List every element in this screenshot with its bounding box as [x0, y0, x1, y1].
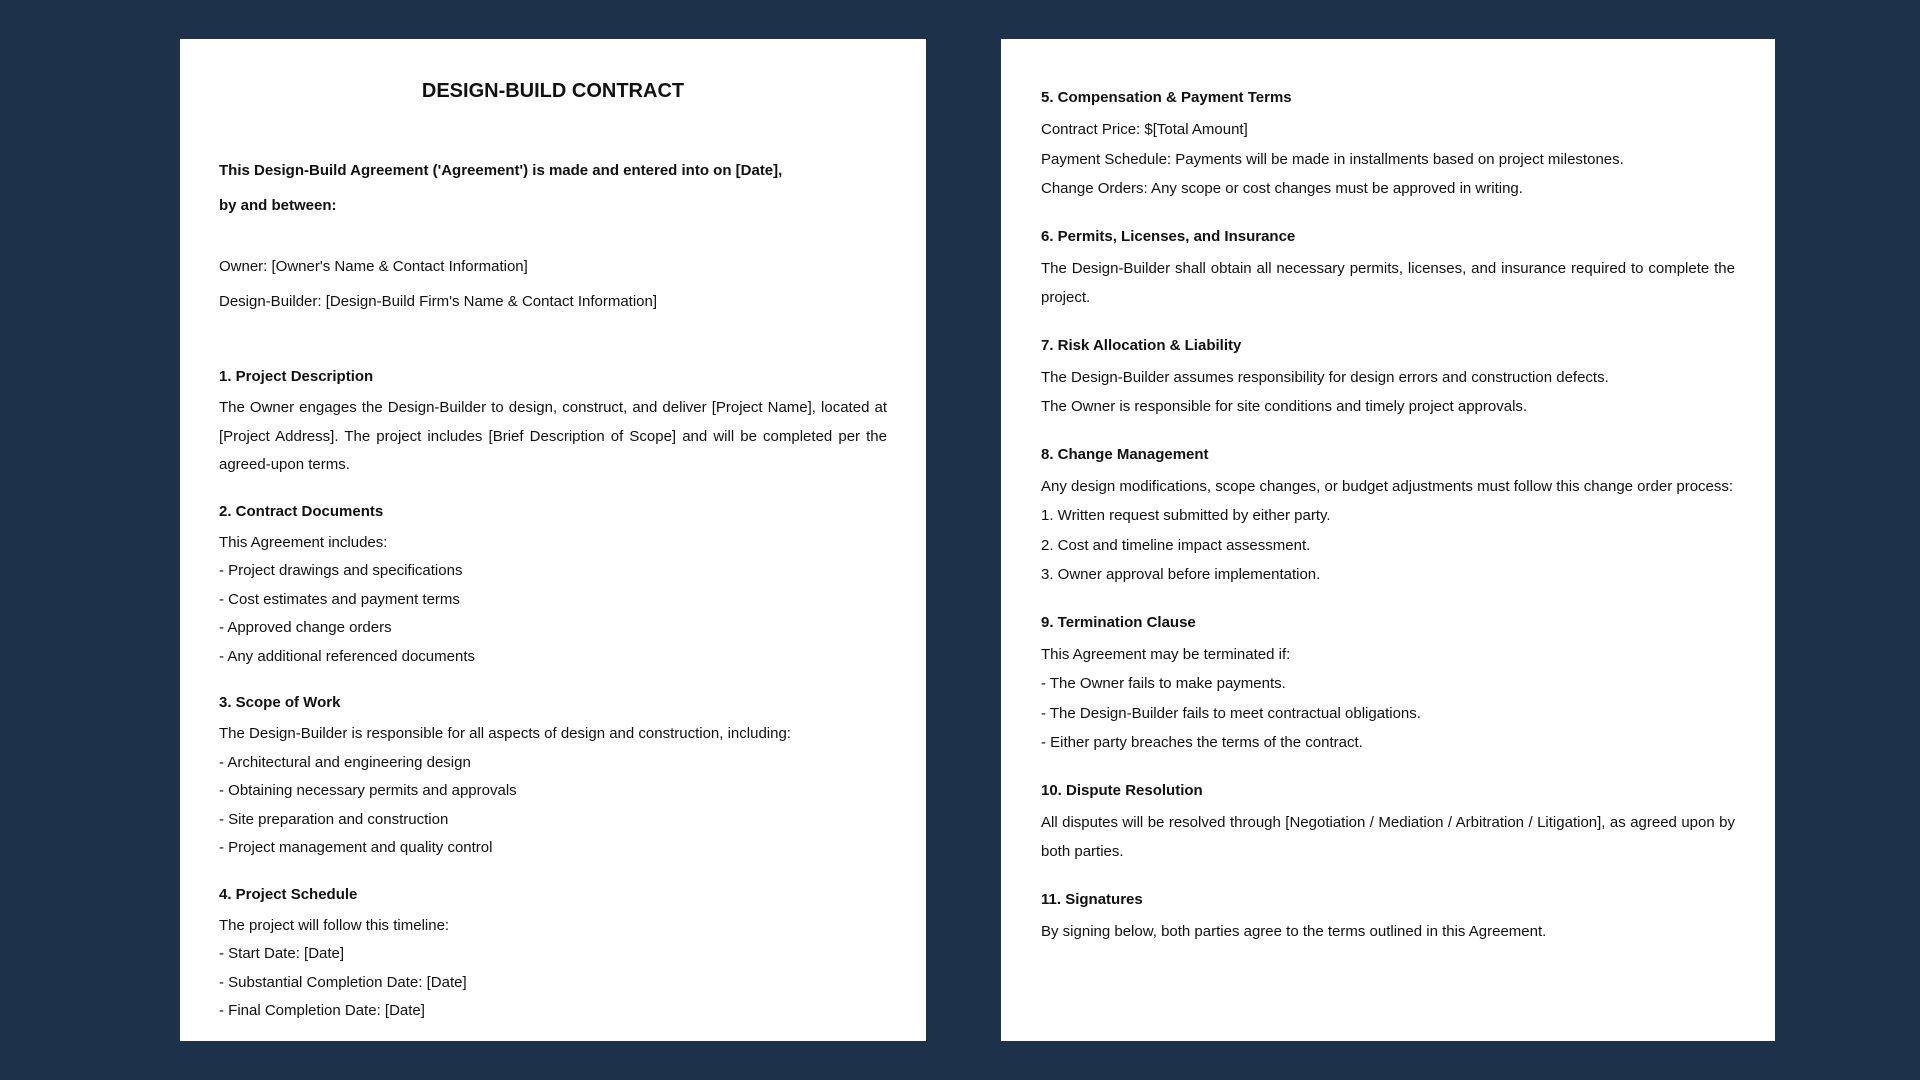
section-lead: This Agreement includes: — [219, 533, 388, 551]
section-heading: 6. Permits, Licenses, and Insurance — [1041, 227, 1296, 245]
section-body: The Design-Builder shall obtain all necessary permits, licenses, and insurance required to complete the project. — [1041, 259, 1735, 306]
section-project-description — [219, 362, 887, 480]
list-item: 1. Written request submitted by either party. — [1041, 507, 1331, 524]
list-item: - Obtaining necessary permits and approvals — [219, 782, 517, 799]
intro-line-1: This Design-Build Agreement ('Agreement') is made and entered into on [Date], — [219, 162, 783, 179]
section-line: The Owner is responsible for site conditions and timely project approvals. — [1041, 398, 1528, 415]
section-line: Contract Price: $[Total Amount] — [1041, 121, 1248, 138]
section-heading: 7. Risk Allocation & Liability — [1041, 336, 1242, 354]
list-item: - Project management and quality control — [219, 839, 493, 856]
section-lead: The Design-Builder is responsible for all aspects of design and construction, including: — [219, 725, 791, 742]
section-line: Change Orders: Any scope or cost changes must be approved in writing. — [1041, 180, 1523, 197]
contract-page-1 — [180, 39, 926, 1041]
section-project-schedule — [219, 880, 887, 1026]
section-heading: 4. Project Schedule — [219, 885, 358, 903]
section-lead: The project will follow this timeline: — [219, 916, 450, 934]
list-item: 2. Cost and timeline impact assessment. — [1041, 536, 1311, 554]
list-item: - Architectural and engineering design — [219, 753, 471, 771]
section-lead: This Agreement may be terminated if: — [1041, 645, 1291, 663]
section-heading: 9. Termination Clause — [1041, 613, 1196, 631]
section-body: All disputes will be resolved through [Negotiation / Mediation / Arbitration / Litigation], as agreed upon by both parties. — [1041, 813, 1735, 860]
section-risk-allocation — [1041, 331, 1735, 422]
section-heading: 10. Dispute Resolution — [1041, 781, 1203, 799]
list-item: - Cost estimates and payment terms — [219, 590, 460, 608]
list-item: - The Owner fails to make payments. — [1041, 675, 1286, 692]
list-item: - Approved change orders — [219, 619, 392, 636]
intro-line-2: by and between: — [219, 197, 337, 214]
list-item: - Site preparation and construction — [219, 810, 449, 828]
list-item: - Final Completion Date: [Date] — [219, 1002, 425, 1019]
owner-party: Owner: [Owner's Name & Contact Information] — [219, 258, 528, 275]
list-item: - Start Date: [Date] — [219, 945, 345, 962]
section-heading: 5. Compensation & Payment Terms — [1041, 89, 1292, 106]
section-heading: 3. Scope of Work — [219, 694, 341, 711]
contract-page-2 — [1001, 39, 1775, 1041]
section-heading: 8. Change Management — [1041, 445, 1209, 463]
list-item: 3. Owner approval before implementation. — [1041, 566, 1321, 583]
section-dispute-resolution — [1041, 776, 1735, 867]
section-body: Any design modifications, scope changes, or budget adjustments must follow this change order process: — [1041, 477, 1734, 495]
section-heading: 2. Contract Documents — [219, 502, 384, 520]
section-body: The Owner engages the Design-Builder to design, construct, and deliver [Project Name], located at [Project Address]. The project includes [Brief Description of Scope] and will be completed per the agreed-upon terms. — [219, 399, 887, 473]
list-item: - The Design-Builder fails to meet contractual obligations. — [1041, 704, 1421, 722]
section-termination — [1041, 608, 1735, 758]
list-item: - Project drawings and specifications — [219, 562, 463, 579]
agreement-intro — [219, 153, 887, 223]
section-signatures — [1041, 885, 1735, 947]
section-heading: 1. Project Description — [219, 368, 374, 385]
section-compensation — [1041, 83, 1735, 204]
list-item: - Substantial Completion Date: [Date] — [219, 973, 467, 991]
parties-block — [219, 249, 887, 319]
section-change-management — [1041, 440, 1735, 590]
design-builder-party: Design-Builder: [Design-Build Firm's Name & Contact Information] — [219, 293, 658, 310]
section-permits — [1041, 222, 1735, 313]
section-line: Payment Schedule: Payments will be made in installments based on project milestones. — [1041, 150, 1624, 168]
section-scope-of-work — [219, 688, 887, 863]
list-item: - Either party breaches the terms of the contract. — [1041, 734, 1363, 751]
document-title: DESIGN-BUILD CONTRACT — [421, 80, 685, 102]
section-body: By signing below, both parties agree to the terms outlined in this Agreement. — [1041, 922, 1547, 940]
section-heading: 11. Signatures — [1041, 890, 1143, 908]
section-line: The Design-Builder assumes responsibility for design errors and construction defects. — [1041, 368, 1609, 386]
list-item: - Any additional referenced documents — [219, 647, 475, 665]
section-contract-documents — [219, 497, 887, 672]
